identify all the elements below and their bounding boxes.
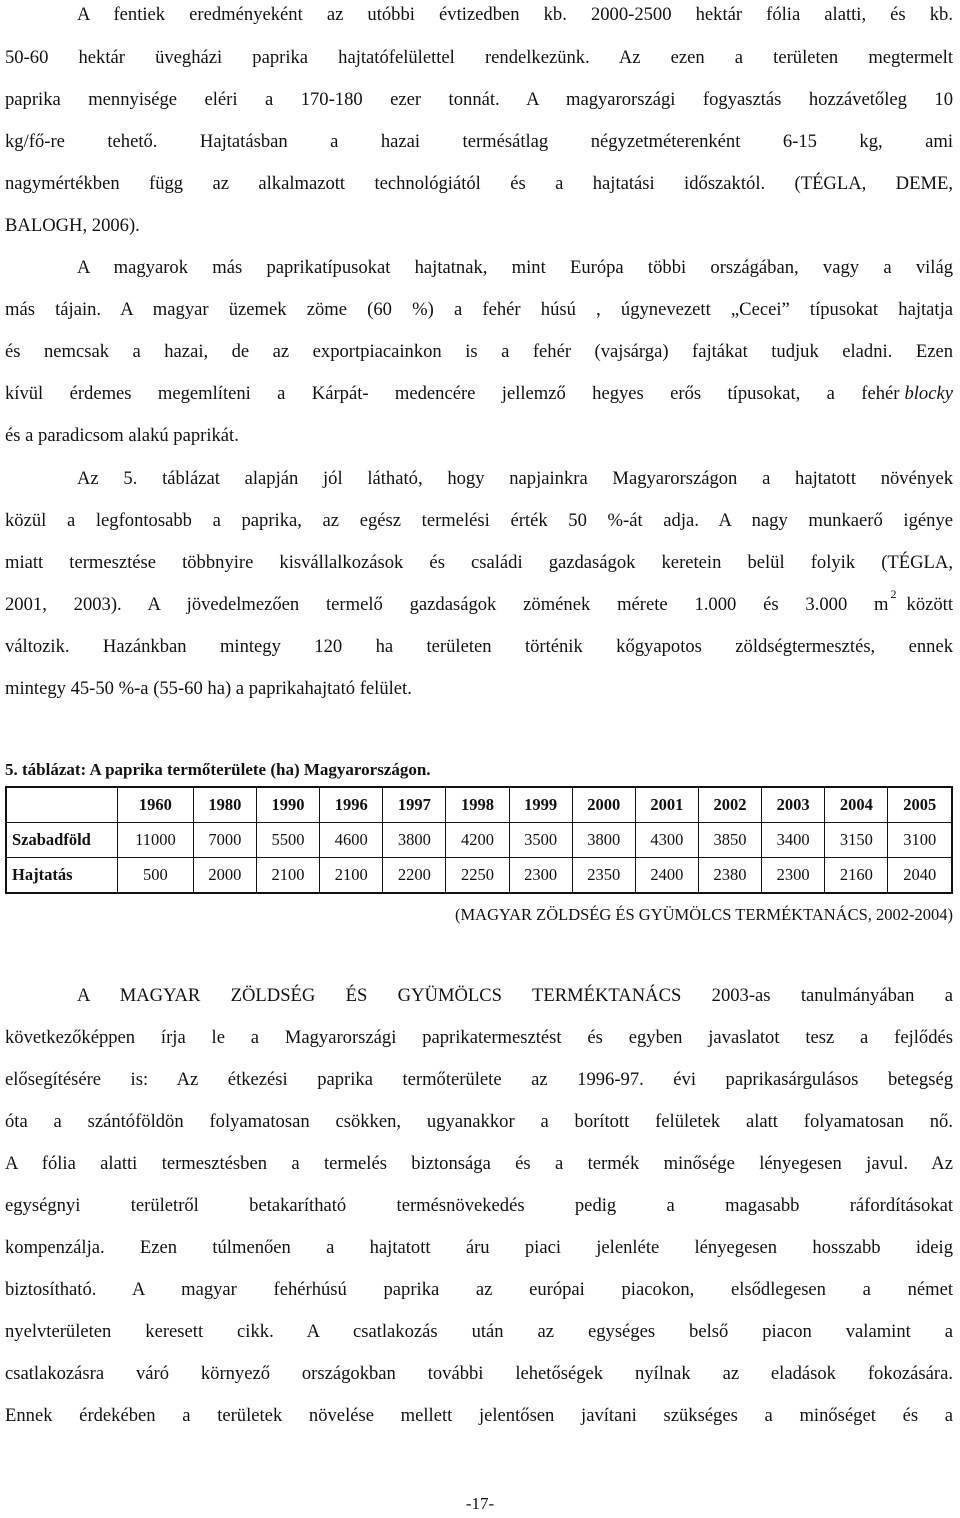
text-line-main: 2001, 2003). A jövedelmezően termelő gazdaságok zömének mérete 1.000 és 3.000 m — [5, 594, 889, 615]
table-cell: 2000 — [193, 858, 256, 894]
table-header-cell: 1980 — [193, 787, 256, 823]
table-header-cell: 1960 — [118, 787, 194, 823]
table-cell: 7000 — [193, 823, 256, 858]
table-header-cell: 1997 — [383, 787, 446, 823]
table-cell: 2100 — [256, 858, 319, 894]
table-cell: 5500 — [256, 823, 319, 858]
text-line: nyelvterületen keresett cikk. A csatlakozás után az egységes belső piacon valamint a — [5, 1321, 953, 1342]
table-row-label: Szabadföld — [6, 823, 118, 858]
text-line: A magyarok más paprikatípusokat hajtatnak, mint Európa többi országában, vagy a világ — [77, 257, 953, 278]
text-line: következőképpen írja le a Magyarországi paprikatermesztést és egyben javaslatot tesz a fejlődés — [5, 1027, 953, 1048]
table-header-row — [6, 787, 952, 823]
table-header-cell: 1996 — [320, 787, 383, 823]
table-cell: 2300 — [762, 858, 825, 894]
table-cell: 2100 — [320, 858, 383, 894]
text-line: A fólia alatti termesztésben a termelés biztonsága és a termék minősége lényegesen javul. Az — [5, 1153, 953, 1174]
table-cell: 2250 — [446, 858, 509, 894]
table-header-cell: 2005 — [888, 787, 952, 823]
text-line: A MAGYAR ZÖLDSÉG ÉS GYÜMÖLCS TERMÉKTANÁCS 2003-as tanulmányában a — [77, 985, 953, 1006]
text-line — [5, 383, 953, 405]
text-line: változik. Hazánkban mintegy 120 ha területen történik kőgyapotos zöldségtermesztés, ennek — [5, 636, 953, 657]
table-cell: 2200 — [383, 858, 446, 894]
table-cell: 4600 — [320, 823, 383, 858]
text-line: Ennek érdekében a területek növelése mellett jelentősen javítani szükséges a minőséget és a — [5, 1405, 953, 1426]
table-cell: 2350 — [572, 858, 635, 894]
table-cell: 3800 — [572, 823, 635, 858]
text-line: elősegítésére is: Az étkezési paprika termőterülete az 1996-97. évi paprikasárgulásos betegség — [5, 1069, 953, 1090]
text-line-end: között — [906, 594, 953, 615]
text-line: más tájain. A magyar üzemek zöme (60 %) a fehér húsú , úgynevezett „Cecei” típusokat hajtatja — [5, 299, 953, 320]
text-line: BALOGH, 2006). — [5, 215, 140, 236]
text-line: óta a szántóföldön folyamatosan csökken, ugyanakkor a borított felületek alatt folyamatosan nő. — [5, 1111, 953, 1132]
table-header-cell: 1999 — [509, 787, 572, 823]
text-line: és nemcsak a hazai, de az exportpiacainkon is a fehér (vajsárga) fajtákat tudjuk eladni. Ezen — [5, 341, 953, 362]
data-table — [5, 786, 953, 894]
table-header-cell: 1998 — [446, 787, 509, 823]
superscript: 2 — [890, 587, 897, 601]
table-row — [6, 858, 952, 894]
text-line: nagymértékben függ az alkalmazott technológiától és a hajtatási időszaktól. (TÉGLA, DEME, — [5, 173, 953, 194]
text-line: mintegy 45-50 %-a (55-60 ha) a paprikahajtató felület. — [5, 678, 412, 699]
table-caption: 5. táblázat: A paprika termőterülete (ha) Magyarországon. — [5, 760, 431, 779]
table-cell: 500 — [118, 858, 194, 894]
table-header-cell: 2000 — [572, 787, 635, 823]
text-line: A fentiek eredményeként az utóbbi évtizedben kb. 2000-2500 hektár fólia alatti, és kb. — [77, 4, 953, 25]
table-cell: 4200 — [446, 823, 509, 858]
table-row-label: Hajtatás — [6, 858, 118, 894]
text-line: közül a legfontosabb a paprika, az egész termelési érték 50 %-át adja. A nagy munkaerő igénye — [5, 510, 953, 531]
table-cell: 2040 — [888, 858, 952, 894]
text-line: kompenzálja. Ezen túlmenően a hajtatott áru piaci jelenléte lényegesen hosszabb ideig — [5, 1237, 953, 1258]
table-cell: 4300 — [635, 823, 698, 858]
page-number: -17- — [465, 1494, 495, 1513]
table-row — [6, 823, 952, 858]
text-line-main: kívül érdemes megemlíteni a Kárpát- medencére jellemző hegyes erős típusokat, a fehér — [5, 383, 900, 404]
table-corner-cell — [6, 787, 118, 823]
table-cell: 2160 — [825, 858, 888, 894]
table-header-cell: 2002 — [698, 787, 761, 823]
table-cell: 11000 — [118, 823, 194, 858]
table-header-cell: 2001 — [635, 787, 698, 823]
text-line: Az 5. táblázat alapján jól látható, hogy napjainkra Magyarországon a hajtatott növények — [77, 468, 953, 489]
table-cell: 2400 — [635, 858, 698, 894]
table-cell: 3100 — [888, 823, 952, 858]
text-line: biztosítható. A magyar fehérhúsú paprika az európai piacokon, elsődlegesen a német — [5, 1279, 953, 1300]
text-line: kg/fő-re tehető. Hajtatásban a hazai termésátlag négyzetméterenként 6-15 kg, ami — [5, 131, 953, 152]
table-header-cell: 1990 — [256, 787, 319, 823]
table-cell: 3150 — [825, 823, 888, 858]
table-header-cell: 2003 — [762, 787, 825, 823]
text-line — [5, 587, 953, 616]
text-line: paprika mennyisége eléri a 170-180 ezer tonnát. A magyarországi fogyasztás hozzávetőleg 10 — [5, 89, 953, 110]
table-cell: 3400 — [762, 823, 825, 858]
table-source: (MAGYAR ZÖLDSÉG ÉS GYÜMÖLCS TERMÉKTANÁCS, 2002-2004) — [455, 905, 953, 924]
table-cell: 3850 — [698, 823, 761, 858]
italic-term: blocky — [904, 383, 953, 404]
text-line: egységnyi területről betakarítható termésnövekedés pedig a magasabb ráfordításokat — [5, 1195, 953, 1216]
table-cell: 2380 — [698, 858, 761, 894]
text-line: és a paradicsom alakú paprikát. — [5, 425, 239, 446]
text-line: 50-60 hektár üvegházi paprika hajtatófelülettel rendelkezünk. Az ezen a területen megtermelt — [5, 47, 953, 68]
text-line: csatlakozásra váró környező országokban további lehetőségek nyílnak az eladások fokozására. — [5, 1363, 953, 1384]
table-cell: 2300 — [509, 858, 572, 894]
table-cell: 3800 — [383, 823, 446, 858]
text-line: miatt termesztése többnyire kisvállalkozások és családi gazdaságok keretein belül folyik (TÉGLA, — [5, 552, 953, 573]
table-header-cell: 2004 — [825, 787, 888, 823]
table-cell: 3500 — [509, 823, 572, 858]
